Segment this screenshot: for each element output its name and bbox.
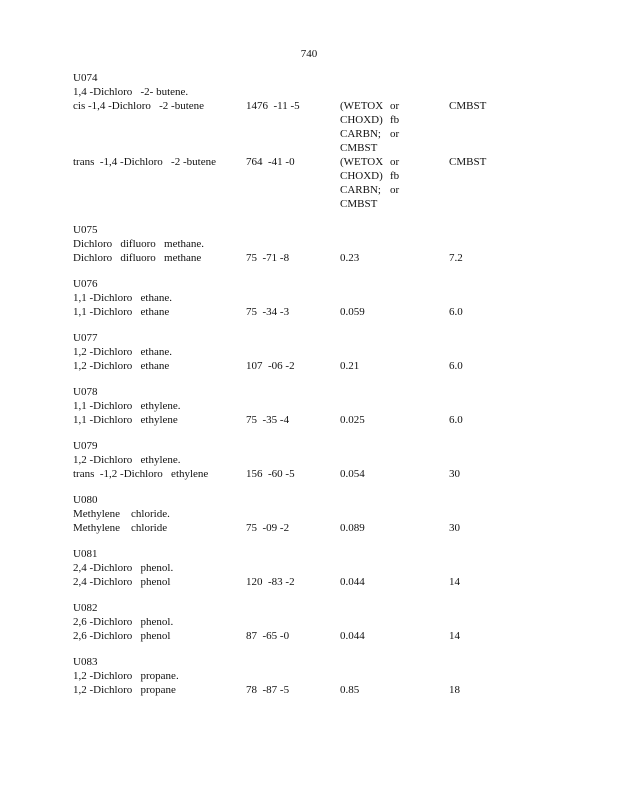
constituent-row: [73, 251, 593, 265]
technology-connector: [390, 141, 420, 155]
constituent-row: [73, 629, 593, 643]
technology-code: CHOXD): [340, 170, 383, 182]
technology-connector: [390, 197, 420, 211]
constituent-row: [73, 305, 593, 319]
constituent-name: cis -1,4 -Dichloro -2 -butene: [73, 100, 205, 112]
technology-code: CARBN;: [340, 184, 381, 196]
wastewater-standard: 0.025: [340, 414, 365, 426]
technology-connector: fb: [390, 114, 400, 126]
constituent-row: [73, 99, 593, 155]
waste-code: U080: [73, 494, 98, 506]
constituent-name: 1,1 -Dichloro ethylene: [73, 414, 178, 426]
waste-code-table: [73, 71, 593, 709]
technology-connector: or: [390, 100, 400, 112]
cas-number: 75 -09 -2: [246, 522, 290, 534]
constituent-name: Methylene chloride: [73, 522, 168, 534]
technology-connector: fb: [390, 170, 400, 182]
technology-code: CMBST: [340, 198, 378, 210]
nonwastewater-standard: 14: [449, 630, 460, 642]
technology-code: CARBN;: [340, 128, 381, 140]
waste-heading: 1,1 -Dichloro ethylene.: [73, 400, 181, 412]
waste-entry: [73, 547, 593, 589]
nonwastewater-standard: 6.0: [449, 414, 463, 426]
waste-heading: 2,4 -Dichloro phenol.: [73, 562, 174, 574]
waste-entry: [73, 71, 593, 211]
nonwastewater-standard: 6.0: [449, 306, 463, 318]
constituent-row: [73, 521, 593, 535]
waste-heading: 1,2 -Dichloro ethane.: [73, 346, 172, 358]
wastewater-standard: 0.85: [340, 684, 360, 696]
waste-heading: 1,4 -Dichloro -2- butene.: [73, 86, 189, 98]
cas-number: 764 -41 -0: [246, 156, 295, 168]
waste-entry: [73, 655, 593, 697]
cas-number: 156 -60 -5: [246, 468, 295, 480]
nonwastewater-standard: 14: [449, 576, 460, 588]
nonwastewater-standard: 30: [449, 468, 460, 480]
wastewater-standard: 0.089: [340, 522, 365, 534]
waste-heading: 1,2 -Dichloro propane.: [73, 670, 179, 682]
waste-heading: Dichloro difluoro methane.: [73, 238, 205, 250]
waste-heading: 2,6 -Dichloro phenol.: [73, 616, 174, 628]
technology-connector: or: [390, 156, 400, 168]
cas-number: 75 -71 -8: [246, 252, 290, 264]
constituent-row: [73, 155, 593, 211]
wastewater-standard: 0.044: [340, 576, 365, 588]
nonwastewater-standard: 18: [449, 684, 460, 696]
constituent-row: [73, 683, 593, 697]
constituent-name: 2,6 -Dichloro phenol: [73, 630, 171, 642]
waste-code: U079: [73, 440, 98, 452]
waste-entry: [73, 385, 593, 427]
wastewater-standard: 0.059: [340, 306, 365, 318]
waste-entry: [73, 601, 593, 643]
waste-code: U083: [73, 656, 98, 668]
nonwastewater-standard: CMBST: [449, 156, 487, 168]
constituent-name: trans -1,2 -Dichloro ethylene: [73, 468, 209, 480]
waste-heading: 1,1 -Dichloro ethane.: [73, 292, 172, 304]
waste-entry: [73, 223, 593, 265]
waste-code: U081: [73, 548, 98, 560]
constituent-row: [73, 575, 593, 589]
cas-number: 75 -35 -4: [246, 414, 290, 426]
page-number: 740: [300, 48, 318, 60]
constituent-name: 1,1 -Dichloro ethane: [73, 306, 170, 318]
technology-code: (WETOX: [340, 100, 384, 112]
technology-code: CMBST: [340, 142, 378, 154]
nonwastewater-standard: CMBST: [449, 100, 487, 112]
nonwastewater-standard: 7.2: [449, 252, 463, 264]
technology-connector: or: [390, 184, 400, 196]
cas-number: 75 -34 -3: [246, 306, 290, 318]
waste-code: U074: [73, 72, 98, 84]
waste-entry: [73, 331, 593, 373]
constituent-row: [73, 467, 593, 481]
constituent-name: 2,4 -Dichloro phenol: [73, 576, 171, 588]
waste-code: U076: [73, 278, 98, 290]
wastewater-technology: [340, 99, 420, 155]
cas-number: 120 -83 -2: [246, 576, 295, 588]
cas-number: 1476 -11 -5: [246, 100, 300, 112]
waste-entry: [73, 493, 593, 535]
cas-number: 87 -65 -0: [246, 630, 290, 642]
constituent-name: trans -1,4 -Dichloro -2 -butene: [73, 156, 216, 168]
technology-code: (WETOX: [340, 156, 384, 168]
waste-entry: [73, 439, 593, 481]
waste-code: U082: [73, 602, 98, 614]
constituent-row: [73, 413, 593, 427]
cas-number: 107 -06 -2: [246, 360, 295, 372]
waste-entry: [73, 277, 593, 319]
constituent-name: 1,2 -Dichloro propane: [73, 684, 176, 696]
waste-heading: Methylene chloride.: [73, 508, 170, 520]
constituent-row: [73, 359, 593, 373]
nonwastewater-standard: 30: [449, 522, 460, 534]
wastewater-standard: 0.054: [340, 468, 365, 480]
wastewater-standard: 0.23: [340, 252, 360, 264]
nonwastewater-standard: 6.0: [449, 360, 463, 372]
wastewater-standard: 0.21: [340, 360, 360, 372]
waste-code: U077: [73, 332, 98, 344]
cas-number: 78 -87 -5: [246, 684, 290, 696]
constituent-name: Dichloro difluoro methane: [73, 252, 202, 264]
wastewater-technology: [340, 155, 420, 211]
waste-heading: 1,2 -Dichloro ethylene.: [73, 454, 181, 466]
constituent-name: 1,2 -Dichloro ethane: [73, 360, 170, 372]
technology-connector: or: [390, 128, 400, 140]
technology-code: CHOXD): [340, 114, 383, 126]
waste-code: U075: [73, 224, 98, 236]
wastewater-standard: 0.044: [340, 630, 365, 642]
waste-code: U078: [73, 386, 98, 398]
